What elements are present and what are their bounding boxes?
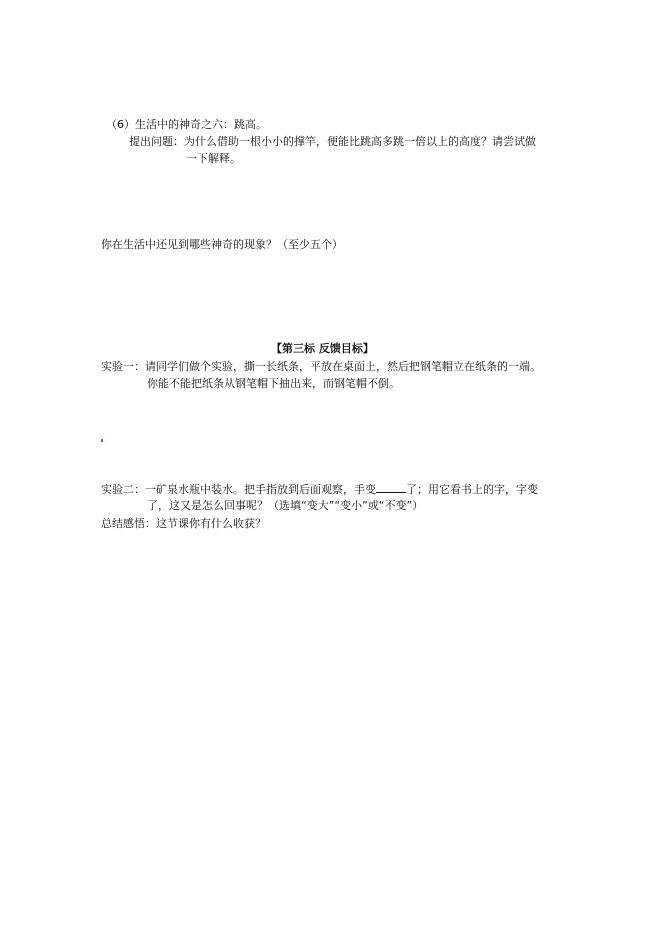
feedback-header: 【第三标 反馈目标】 — [271, 342, 374, 355]
experiment2-line2: 了，这又是怎么回事呢？（选填“变大”“变小”或“不变”） — [147, 499, 424, 512]
experiment1-line2: 你能不能把纸条从钢笔帽下抽出来，而钢笔帽不倒。 — [147, 377, 400, 390]
answer-blank — [376, 482, 406, 493]
experiment2-line1 — [101, 482, 538, 497]
experiment1-line1: 实验一：请同学们做个实验，撕一长纸条，平放在桌面上，然后把钢笔帽立在纸条的一端。 — [101, 360, 541, 373]
section6-question-line1: 提出问题：为什么借助一根小小的撑竿，便能比跳高多跳一倍以上的高度？请尝试做 — [129, 135, 536, 148]
experiment2-text-a: 实验二：一矿泉水瓶中装水。把手指放到后面观察，手变 — [101, 483, 376, 496]
stray-mark — [101, 439, 103, 442]
section6-question-line2: 一下解释。 — [186, 152, 241, 165]
experiment2-text-b: 了；用它看书上的字，字变 — [406, 483, 538, 496]
section6-title: （6）生活中的神奇之六：跳高。 — [106, 118, 267, 131]
observe-prompt: 你在生活中还见到哪些神奇的现象？（至少五个） — [101, 238, 343, 251]
summary-prompt: 总结感悟：这节课你有什么收获？ — [101, 517, 266, 530]
